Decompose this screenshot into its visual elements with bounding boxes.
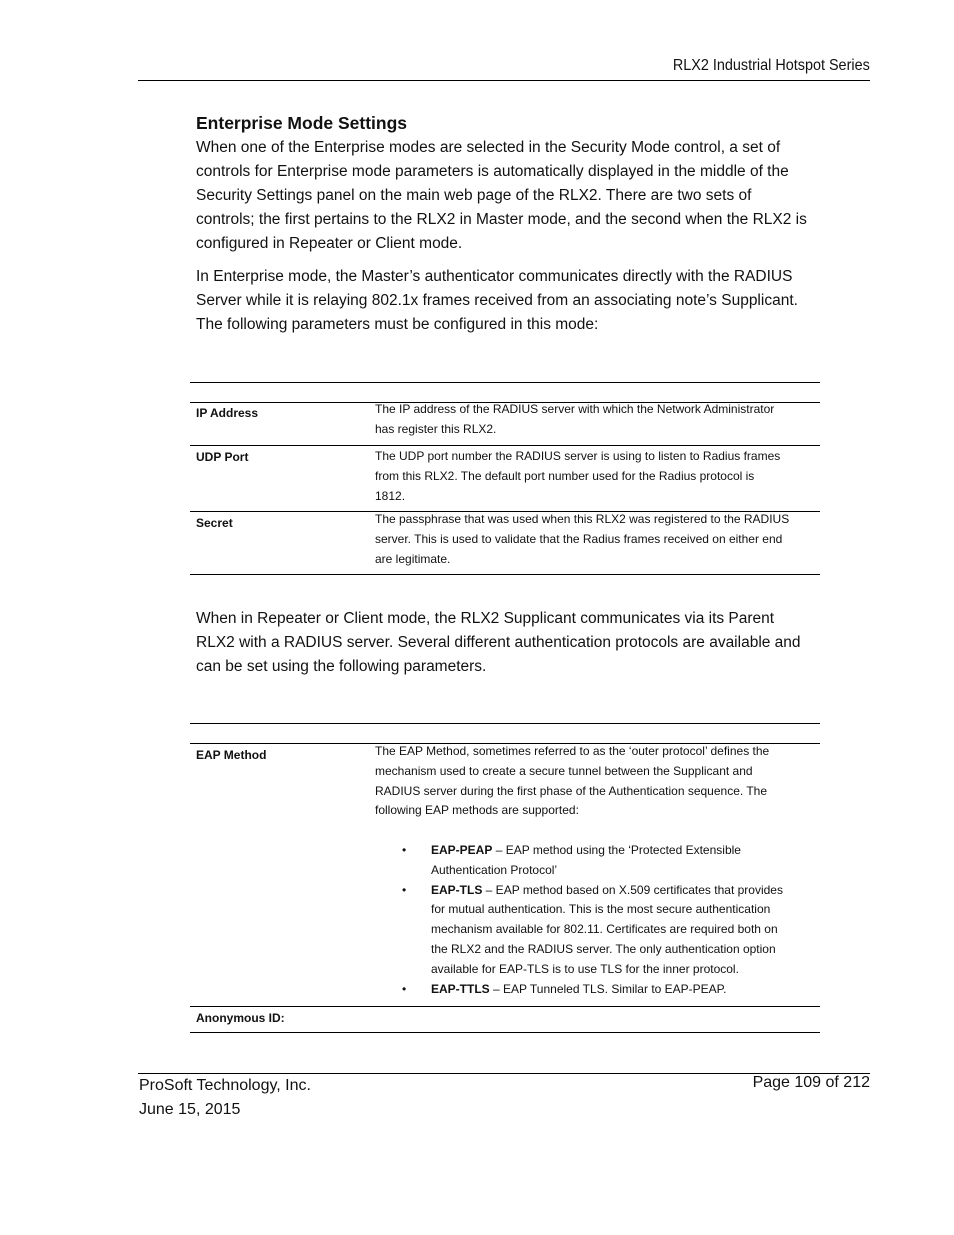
list-item-eap-peap	[402, 841, 822, 881]
footer-page-number: Page 109 of 212	[752, 1074, 870, 1091]
section-title: Enterprise Mode Settings	[196, 113, 408, 133]
desc-line: The UDP port number the RADIUS server is using to listen to Radius frames	[375, 449, 781, 463]
bullet-line	[431, 881, 822, 901]
intro-line: configured in Repeater or Client mode.	[196, 235, 463, 252]
client-line: can be set using the following parameters.	[196, 658, 487, 675]
table-rule	[190, 723, 820, 724]
param-desc-secret	[375, 510, 815, 569]
footer-date: June 15, 2015	[139, 1101, 241, 1118]
table-rule	[190, 574, 820, 575]
desc-line: 1812.	[375, 488, 406, 503]
desc-line: has register this RLX2.	[375, 421, 497, 436]
desc-line: The passphrase that was used when this RLX2 was registered to the RADIUS	[375, 512, 790, 526]
master-line: In Enterprise mode, the Master’s authenticator communicates directly with the RADIUS	[196, 268, 793, 285]
client-line: When in Repeater or Client mode, the RLX2 Supplicant communicates via its Parent	[196, 610, 775, 627]
desc-line: The IP address of the RADIUS server with which the Network Administrator	[375, 402, 775, 416]
master-line: Server while it is relaying 802.1x frames received from an associating note’s Supplicant.	[196, 292, 798, 309]
master-parameter-table	[190, 382, 820, 577]
bullet-text: – EAP method based on X.509 certificates that provides	[482, 882, 783, 897]
bullet-term: EAP-TLS	[431, 882, 483, 897]
bullet-line	[431, 980, 822, 1000]
param-name-udp-port: UDP Port	[196, 450, 249, 464]
param-name-eap-method: EAP Method	[196, 748, 267, 762]
table-rule	[190, 1032, 820, 1033]
param-name-anonymous-id: Anonymous ID:	[196, 1011, 285, 1025]
intro-line: Security Settings panel on the main web page of the RLX2. There are two sets of	[196, 187, 752, 204]
intro-paragraph	[196, 136, 821, 256]
desc-line: following EAP methods are supported:	[375, 803, 579, 818]
table-rule	[190, 1006, 820, 1007]
bullet-term: EAP-TTLS	[431, 981, 490, 996]
bullet-line: for mutual authentication. This is the most secure authentication	[431, 902, 771, 917]
bullet-term: EAP-PEAP	[431, 843, 493, 857]
desc-line: server. This is used to validate that the Radius frames received on either end	[375, 531, 783, 546]
bullet-line: mechanism available for 802.11. Certificates are required both on	[431, 922, 778, 937]
desc-line: RADIUS server during the first phase of the Authentication sequence. The	[375, 783, 768, 798]
list-item-eap-tls	[402, 881, 822, 980]
param-name-ip-address: IP Address	[196, 406, 259, 420]
master-line: The following parameters must be configured in this mode:	[196, 316, 599, 333]
desc-line: are legitimate.	[375, 551, 451, 566]
table-rule	[190, 445, 820, 446]
running-header: RLX2 Industrial Hotspot Series	[673, 57, 870, 74]
param-desc-ip-address	[375, 400, 815, 440]
intro-line: controls; the first pertains to the RLX2 in Master mode, and the second when the RLX2 is	[196, 211, 807, 228]
list-item-eap-ttls	[402, 980, 822, 1000]
bullet-line: Authentication Protocol’	[431, 862, 558, 877]
param-desc-eap-method	[375, 742, 815, 821]
bullet-icon: •	[402, 882, 407, 897]
eap-method-list	[402, 841, 822, 999]
bullet-line: the RLX2 and the RADIUS server. The only authentication option	[431, 941, 776, 956]
intro-line: controls for Enterprise mode parameters is automatically displayed in the middle of the	[196, 163, 789, 180]
header-rule	[138, 80, 870, 81]
bullet-text: – EAP Tunneled TLS. Similar to EAP-PEAP.	[489, 981, 727, 996]
desc-line: The EAP Method, sometimes referred to as the ‘outer protocol’ defines the	[375, 744, 770, 758]
desc-line: mechanism used to create a secure tunnel between the Supplicant and	[375, 763, 753, 778]
param-desc-udp-port	[375, 447, 815, 506]
bullet-icon: •	[402, 981, 407, 996]
footer-company: ProSoft Technology, Inc.	[139, 1077, 311, 1094]
master-paragraph	[196, 265, 821, 337]
bullet-line	[431, 841, 822, 861]
client-paragraph	[196, 607, 821, 679]
bullet-line: available for EAP-TLS is to use TLS for the inner protocol.	[431, 961, 739, 976]
table-rule	[190, 382, 820, 383]
intro-line: When one of the Enterprise modes are selected in the Security Mode control, a set of	[196, 139, 781, 156]
bullet-icon: •	[402, 843, 407, 857]
param-name-secret: Secret	[196, 516, 233, 530]
client-parameter-table	[190, 723, 820, 1035]
desc-line: from this RLX2. The default port number used for the Radius protocol is	[375, 468, 755, 483]
client-line: RLX2 with a RADIUS server. Several different authentication protocols are available and	[196, 634, 801, 651]
bullet-text: – EAP method using the ‘Protected Extensible	[492, 843, 741, 857]
